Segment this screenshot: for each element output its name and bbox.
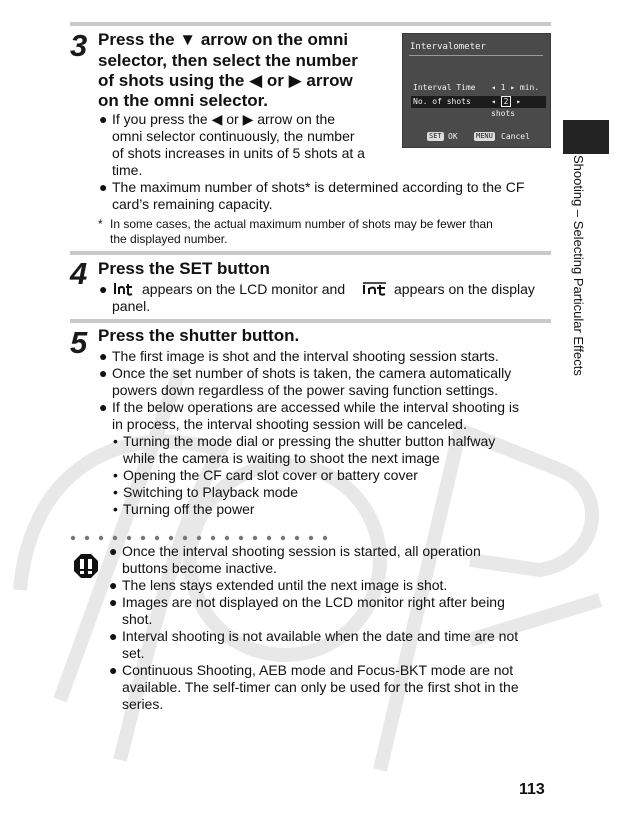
bullet-dot-icon: ● [99,111,108,127]
interval-panel-icon [362,282,388,296]
step3-heading-line2: selector, then select the number [98,51,358,70]
bullet-dot-icon: ● [99,179,108,195]
interval-lcd-icon [113,282,135,296]
step5-b1: The first image is shot and the interval shooting session starts. [112,348,499,364]
step-separator [70,22,551,26]
caution4-line2: set. [122,645,145,661]
dotted-divider [70,535,340,541]
step5-heading: Press the shutter button. [98,326,300,345]
lcd-interval-unit: min. [519,83,540,92]
bullet-dot-icon: ● [109,662,118,678]
step-number: 3 [70,28,88,63]
caution3-line2: shot. [122,611,153,627]
lcd-row-value: ◂ 1 ▸ min. [491,83,540,92]
step4-heading: Press the SET button [98,259,270,278]
bullet-dot-icon: ● [99,365,108,381]
caution5-line2: available. The self-timer can only be used for the first shot in the [122,679,519,695]
step5-sub2: Opening the CF card slot cover or battery cover [123,467,418,483]
lcd-row-label: Interval Time [413,83,476,92]
step3-heading-line4: on the omni selector. [98,91,269,110]
step4-b1-line2: panel. [112,298,151,314]
bullet-dot-icon: ● [109,577,118,593]
sub-bullet-icon: • [113,484,118,500]
step3-b1-line4: time. [112,162,143,178]
lcd-menu-label: Cancel [501,132,530,141]
lcd-set-button: SET [429,132,442,140]
lcd-shots-unit: shots [491,109,516,118]
caution1-line1: Once the interval shooting session is started, all operation [122,543,481,559]
step3-heading-line3: of shots using the ◀ or ▶ arrow [98,71,353,90]
step3-b1-line3: of shots increases in units of 5 shots at a [112,145,365,161]
sub-bullet-icon: • [113,501,118,517]
bullet-dot-icon: ● [99,399,108,415]
sub-bullet-icon: • [113,467,118,483]
lcd-row-value: ◂ 2 ▸ shots [491,97,522,118]
sub-bullet-icon: • [113,433,118,449]
lcd-divider [409,55,543,56]
step3-b1-line1: If you press the ◀ or ▶ arrow on the [112,111,336,127]
step4-b1-text: appears on the LCD monitor and [142,281,346,297]
bullet-dot-icon: ● [109,628,118,644]
lcd-title: Intervalometer [410,42,486,52]
lcd-screenshot [402,33,551,148]
step3-note-line1: In some cases, the actual maximum number of shots may be fewer than [110,217,493,231]
caution-icon [73,553,99,579]
footnote-mark: * [98,217,103,231]
step3-note-line2: the displayed number. [110,232,228,246]
step3-heading-line1: Press the ▼ arrow on the omni [98,30,349,49]
caution5-line1: Continuous Shooting, AEB mode and Focus-BKT mode are not [122,662,514,678]
caution2-line1: The lens stays extended until the next image is shot. [122,577,448,593]
step-separator [70,319,551,323]
lcd-set-label: OK [448,132,458,141]
caution5-line3: series. [122,696,164,712]
step5-sub1-line1: Turning the mode dial or pressing the shutter button halfway [123,433,496,449]
step3-b2-line1: The maximum number of shots* is determined according to the CF [112,179,525,195]
step3-b2-line2: card’s remaining capacity. [112,196,273,212]
step5-b3-line1: If the below operations are accessed while the interval shooting is [112,399,520,415]
step5-b2-line2: powers down regardless of the power saving function settings. [112,382,498,398]
step5-b2-line1: Once the set number of shots is taken, the camera automatically [112,365,512,381]
step5-sub1-line2: while the camera is waiting to shoot the next image [123,450,440,466]
step5-b3-line2: in process, the interval shooting session will be canceled. [112,416,467,432]
lcd-shots-value: 2 [501,96,512,107]
lcd-row-label: No. of shots [413,97,471,106]
bullet-dot-icon: ● [99,348,108,364]
step5-sub4: Turning off the power [123,501,255,517]
caution3-line1: Images are not displayed on the LCD monitor right after being [122,594,505,610]
section-tab [563,120,609,154]
lcd-row-interval [411,82,546,94]
step5-sub3: Switching to Playback mode [123,484,299,500]
step4-b1-text-end: appears on the display [394,281,535,297]
step3-b1-line2: omni selector continuously, the number [112,128,355,144]
step-number: 4 [70,256,88,291]
caution1-line2: buttons become inactive. [122,560,277,576]
bullet-dot-icon: ● [99,281,108,297]
step-number: 5 [70,325,88,360]
caution4-line1: Interval shooting is not available when the date and time are not [122,628,519,644]
lcd-row-shots [411,96,546,118]
lcd-menu-button: MENU [476,132,493,140]
lcd-interval-value: 1 [500,83,506,92]
bullet-dot-icon: ● [109,543,118,559]
step-separator [70,251,551,255]
section-label-text: Shooting – Selecting Particular Effects [571,155,586,376]
page-number: 113 [519,781,545,798]
bullet-dot-icon: ● [109,594,118,610]
